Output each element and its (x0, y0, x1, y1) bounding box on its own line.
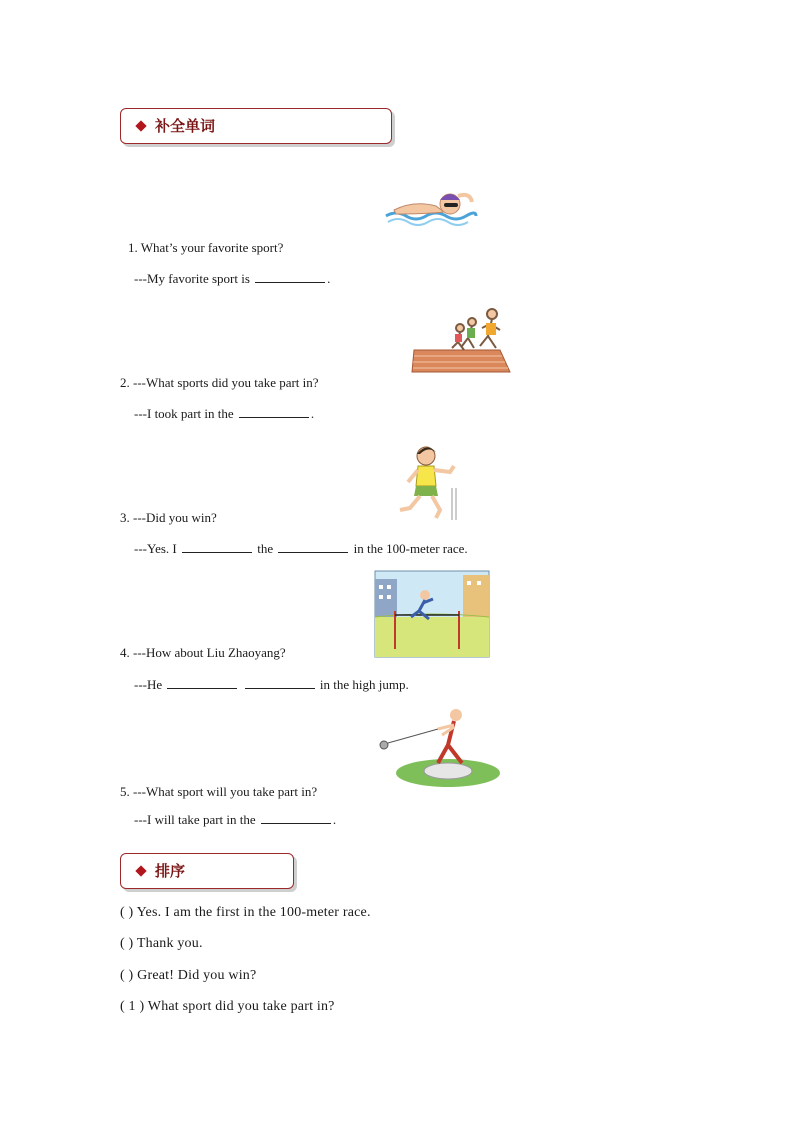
ordering-item (120, 936, 203, 952)
answer-1-text: ---My favorite sport is (134, 271, 254, 286)
answer-5: ---I will take part in the . (134, 812, 337, 827)
girl-running-picture (396, 442, 462, 522)
question-3: 3. ---Did you win? (120, 510, 217, 525)
answer-3: ---Yes. I the in the 100-meter race. (134, 541, 468, 556)
blank-field[interactable] (239, 407, 309, 418)
swimmer-picture (384, 186, 476, 228)
question-4: 4. ---How about Liu Zhaoyang? (120, 645, 286, 660)
answer-2-text: ---I took part in the (134, 406, 237, 421)
section-title: 排序 (155, 862, 186, 880)
diamond-bullet-icon (135, 865, 146, 876)
order-text: Thank you. (136, 936, 203, 951)
answer-4-text: ---He (134, 677, 166, 692)
order-mark[interactable]: ( ) (120, 968, 134, 983)
blank-field[interactable] (167, 678, 237, 689)
blank-field[interactable] (278, 542, 348, 553)
order-mark[interactable]: ( ) (120, 936, 134, 951)
order-text: Great! Did you win? (137, 968, 257, 983)
ordering-item (120, 968, 256, 984)
blank-field[interactable] (255, 272, 325, 283)
answer-3-text: ---Yes. I (134, 541, 180, 556)
question-1: 1. What’s your favorite sport? (128, 240, 284, 255)
order-text: Yes. I am the first in the 100-meter race. (136, 905, 371, 920)
answer-5-text: ---I will take part in the (134, 812, 259, 827)
order-mark[interactable]: ( ) (120, 905, 134, 920)
blank-field[interactable] (245, 678, 315, 689)
question-2: 2. ---What sports did you take part in? (120, 375, 319, 390)
diamond-bullet-icon (135, 120, 146, 131)
question-5: 5. ---What sport will you take part in? (120, 784, 318, 799)
answer-2: ---I took part in the . (134, 406, 315, 421)
answer-4: ---He in the high jump. (134, 677, 409, 692)
blank-field[interactable] (182, 542, 252, 553)
order-mark[interactable]: ( 1 ) (120, 999, 145, 1014)
order-text: What sport did you take part in? (147, 999, 335, 1014)
ordering-item (120, 905, 371, 921)
high-jump-picture (375, 571, 489, 657)
answer-1: ---My favorite sport is . (134, 271, 331, 286)
section-header-fill-words (120, 108, 392, 144)
section-header-ordering (120, 853, 294, 889)
ordering-item (120, 999, 335, 1015)
section-title: 补全单词 (155, 117, 216, 135)
blank-field[interactable] (261, 813, 331, 824)
hammer-throw-picture (378, 705, 502, 789)
running-race-picture (410, 306, 516, 374)
